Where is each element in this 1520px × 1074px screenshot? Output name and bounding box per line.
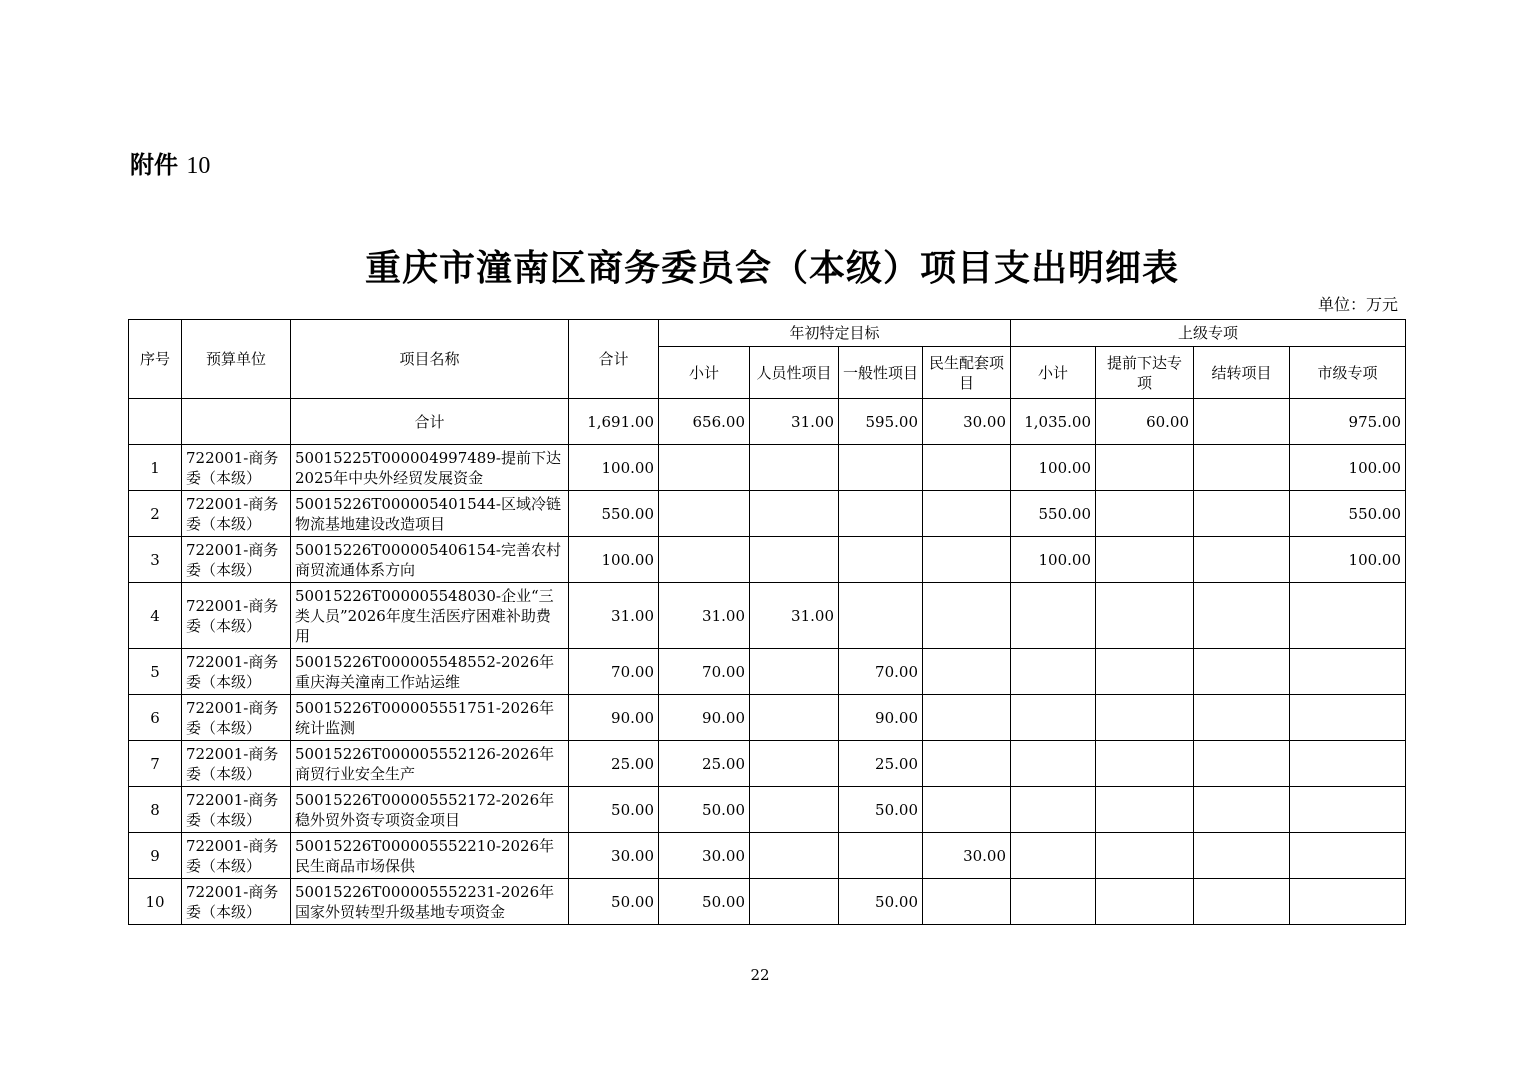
row-unit: 722001-商务委（本级） — [182, 741, 291, 787]
row-total: 90.00 — [569, 695, 659, 741]
row-sup-advance — [1096, 879, 1194, 925]
total-total: 1,691.00 — [569, 399, 659, 445]
row-sup-advance — [1096, 741, 1194, 787]
header-group-initial: 年初特定目标 — [659, 320, 1011, 347]
header-init-personnel: 人员性项目 — [750, 347, 839, 399]
row-sup-carryover — [1194, 491, 1290, 537]
table-row — [129, 537, 1406, 583]
row-sup-advance — [1096, 787, 1194, 833]
table-row — [129, 787, 1406, 833]
attachment-label — [130, 145, 210, 180]
row-init-subtotal — [659, 445, 750, 491]
row-project: 50015225T000004997489-提前下达2025年中央外经贸发展资金 — [291, 445, 569, 491]
row-seq: 1 — [129, 445, 182, 491]
row-total: 25.00 — [569, 741, 659, 787]
page-title: 重庆市潼南区商务委员会（本级）项目支出明细表 — [364, 248, 1179, 289]
attachment-number: 10 — [186, 153, 211, 179]
header-group-superior: 上级专项 — [1011, 320, 1406, 347]
row-init-subtotal: 50.00 — [659, 787, 750, 833]
row-total: 30.00 — [569, 833, 659, 879]
row-unit: 722001-商务委（本级） — [182, 787, 291, 833]
row-unit: 722001-商务委（本级） — [182, 537, 291, 583]
header-init-subtotal: 小计 — [659, 347, 750, 399]
row-sup-carryover — [1194, 787, 1290, 833]
row-sup-advance — [1096, 583, 1194, 649]
row-sup-subtotal: 100.00 — [1011, 445, 1096, 491]
row-seq: 8 — [129, 787, 182, 833]
row-sup-city — [1290, 649, 1406, 695]
row-sup-city — [1290, 787, 1406, 833]
row-unit: 722001-商务委（本级） — [182, 695, 291, 741]
row-sup-city: 100.00 — [1290, 537, 1406, 583]
row-sup-advance — [1096, 445, 1194, 491]
table-row — [129, 583, 1406, 649]
row-init-general: 25.00 — [839, 741, 923, 787]
row-total: 50.00 — [569, 879, 659, 925]
row-sup-subtotal — [1011, 695, 1096, 741]
header-seq: 序号 — [129, 320, 182, 399]
row-sup-carryover — [1194, 695, 1290, 741]
row-seq: 6 — [129, 695, 182, 741]
row-sup-city — [1290, 833, 1406, 879]
row-init-livelihood — [923, 445, 1011, 491]
row-init-general: 90.00 — [839, 695, 923, 741]
total-sup-advance: 60.00 — [1096, 399, 1194, 445]
row-sup-subtotal — [1011, 583, 1096, 649]
row-sup-advance — [1096, 537, 1194, 583]
header-sup-carryover: 结转项目 — [1194, 347, 1290, 399]
table-row — [129, 833, 1406, 879]
row-project: 50015226T000005551751-2026年统计监测 — [291, 695, 569, 741]
row-sup-subtotal — [1011, 649, 1096, 695]
row-total: 100.00 — [569, 537, 659, 583]
row-sup-city — [1290, 695, 1406, 741]
row-init-subtotal: 50.00 — [659, 879, 750, 925]
page-number: 22 — [750, 966, 770, 984]
header-sup-subtotal: 小计 — [1011, 347, 1096, 399]
row-init-personnel: 31.00 — [750, 583, 839, 649]
table-row — [129, 879, 1406, 925]
attachment-prefix: 附件 — [130, 151, 178, 179]
row-init-livelihood — [923, 649, 1011, 695]
row-init-livelihood — [923, 787, 1011, 833]
table-row — [129, 445, 1406, 491]
row-unit: 722001-商务委（本级） — [182, 445, 291, 491]
row-seq: 7 — [129, 741, 182, 787]
row-init-livelihood — [923, 491, 1011, 537]
row-init-general: 50.00 — [839, 787, 923, 833]
row-sup-city: 550.00 — [1290, 491, 1406, 537]
row-seq: 2 — [129, 491, 182, 537]
row-sup-city — [1290, 583, 1406, 649]
row-init-general — [839, 583, 923, 649]
header-unit: 预算单位 — [182, 320, 291, 399]
row-total: 50.00 — [569, 787, 659, 833]
row-init-personnel — [750, 879, 839, 925]
header-init-general: 一般性项目 — [839, 347, 923, 399]
row-project: 50015226T000005552172-2026年稳外贸外资专项资金项目 — [291, 787, 569, 833]
row-init-general: 70.00 — [839, 649, 923, 695]
header-project: 项目名称 — [291, 320, 569, 399]
table-row — [129, 649, 1406, 695]
row-seq: 10 — [129, 879, 182, 925]
row-total: 100.00 — [569, 445, 659, 491]
row-init-livelihood — [923, 695, 1011, 741]
row-init-personnel — [750, 741, 839, 787]
row-init-livelihood — [923, 879, 1011, 925]
table-row — [129, 695, 1406, 741]
row-total: 31.00 — [569, 583, 659, 649]
row-init-subtotal: 70.00 — [659, 649, 750, 695]
row-sup-city — [1290, 741, 1406, 787]
row-sup-advance — [1096, 649, 1194, 695]
row-init-subtotal: 31.00 — [659, 583, 750, 649]
row-project: 50015226T000005552210-2026年民生商品市场保供 — [291, 833, 569, 879]
row-init-personnel — [750, 445, 839, 491]
row-sup-subtotal — [1011, 787, 1096, 833]
row-project: 50015226T000005548030-企业“三类人员”2026年度生活医疗困难补助费用 — [291, 583, 569, 649]
row-sup-carryover — [1194, 445, 1290, 491]
table-row — [129, 741, 1406, 787]
row-init-subtotal — [659, 537, 750, 583]
total-sup-carryover — [1194, 399, 1290, 445]
row-sup-city — [1290, 879, 1406, 925]
row-sup-carryover — [1194, 649, 1290, 695]
row-sup-advance — [1096, 491, 1194, 537]
row-project: 50015226T000005552231-2026年国家外贸转型升级基地专项资金 — [291, 879, 569, 925]
row-seq: 3 — [129, 537, 182, 583]
row-project: 50015226T000005401544-区域冷链物流基地建设改造项目 — [291, 491, 569, 537]
row-sup-carryover — [1194, 833, 1290, 879]
row-init-general — [839, 537, 923, 583]
total-init-personnel: 31.00 — [750, 399, 839, 445]
row-init-subtotal — [659, 491, 750, 537]
total-init-livelihood: 30.00 — [923, 399, 1011, 445]
row-total: 70.00 — [569, 649, 659, 695]
row-init-personnel — [750, 491, 839, 537]
row-init-personnel — [750, 649, 839, 695]
row-init-general: 50.00 — [839, 879, 923, 925]
row-sup-carryover — [1194, 537, 1290, 583]
unit-label: 单位：万元 — [1317, 295, 1398, 314]
row-total: 550.00 — [569, 491, 659, 537]
row-project: 50015226T000005406154-完善农村商贸流通体系方向 — [291, 537, 569, 583]
row-init-general — [839, 491, 923, 537]
row-unit: 722001-商务委（本级） — [182, 583, 291, 649]
row-sup-advance — [1096, 833, 1194, 879]
row-unit: 722001-商务委（本级） — [182, 491, 291, 537]
total-sup-city: 975.00 — [1290, 399, 1406, 445]
row-init-subtotal: 25.00 — [659, 741, 750, 787]
header-total: 合计 — [569, 320, 659, 399]
row-init-general — [839, 833, 923, 879]
header-sup-advance: 提前下达专项 — [1096, 347, 1194, 399]
header-init-livelihood: 民生配套项目 — [923, 347, 1011, 399]
row-project: 50015226T000005552126-2026年商贸行业安全生产 — [291, 741, 569, 787]
row-init-livelihood — [923, 537, 1011, 583]
row-sup-carryover — [1194, 879, 1290, 925]
row-init-livelihood: 30.00 — [923, 833, 1011, 879]
row-init-personnel — [750, 787, 839, 833]
row-sup-carryover — [1194, 583, 1290, 649]
header-row-1 — [129, 320, 1406, 347]
row-sup-subtotal — [1011, 833, 1096, 879]
row-unit: 722001-商务委（本级） — [182, 879, 291, 925]
row-init-livelihood — [923, 583, 1011, 649]
total-seq — [129, 399, 182, 445]
table-row — [129, 491, 1406, 537]
row-init-personnel — [750, 537, 839, 583]
row-init-subtotal: 30.00 — [659, 833, 750, 879]
row-init-personnel — [750, 833, 839, 879]
total-row — [129, 399, 1406, 445]
expenditure-table — [128, 319, 1406, 925]
row-init-general — [839, 445, 923, 491]
total-sup-subtotal: 1,035.00 — [1011, 399, 1096, 445]
row-sup-subtotal — [1011, 879, 1096, 925]
row-seq: 4 — [129, 583, 182, 649]
row-sup-subtotal — [1011, 741, 1096, 787]
total-unit — [182, 399, 291, 445]
row-init-livelihood — [923, 741, 1011, 787]
row-init-subtotal: 90.00 — [659, 695, 750, 741]
row-unit: 722001-商务委（本级） — [182, 833, 291, 879]
row-seq: 9 — [129, 833, 182, 879]
row-seq: 5 — [129, 649, 182, 695]
total-init-general: 595.00 — [839, 399, 923, 445]
row-sup-subtotal: 100.00 — [1011, 537, 1096, 583]
total-label: 合计 — [291, 399, 569, 445]
row-project: 50015226T000005548552-2026年重庆海关潼南工作站运维 — [291, 649, 569, 695]
header-sup-city: 市级专项 — [1290, 347, 1406, 399]
row-init-personnel — [750, 695, 839, 741]
row-sup-subtotal: 550.00 — [1011, 491, 1096, 537]
total-init-subtotal: 656.00 — [659, 399, 750, 445]
row-sup-advance — [1096, 695, 1194, 741]
row-unit: 722001-商务委（本级） — [182, 649, 291, 695]
row-sup-carryover — [1194, 741, 1290, 787]
row-sup-city: 100.00 — [1290, 445, 1406, 491]
